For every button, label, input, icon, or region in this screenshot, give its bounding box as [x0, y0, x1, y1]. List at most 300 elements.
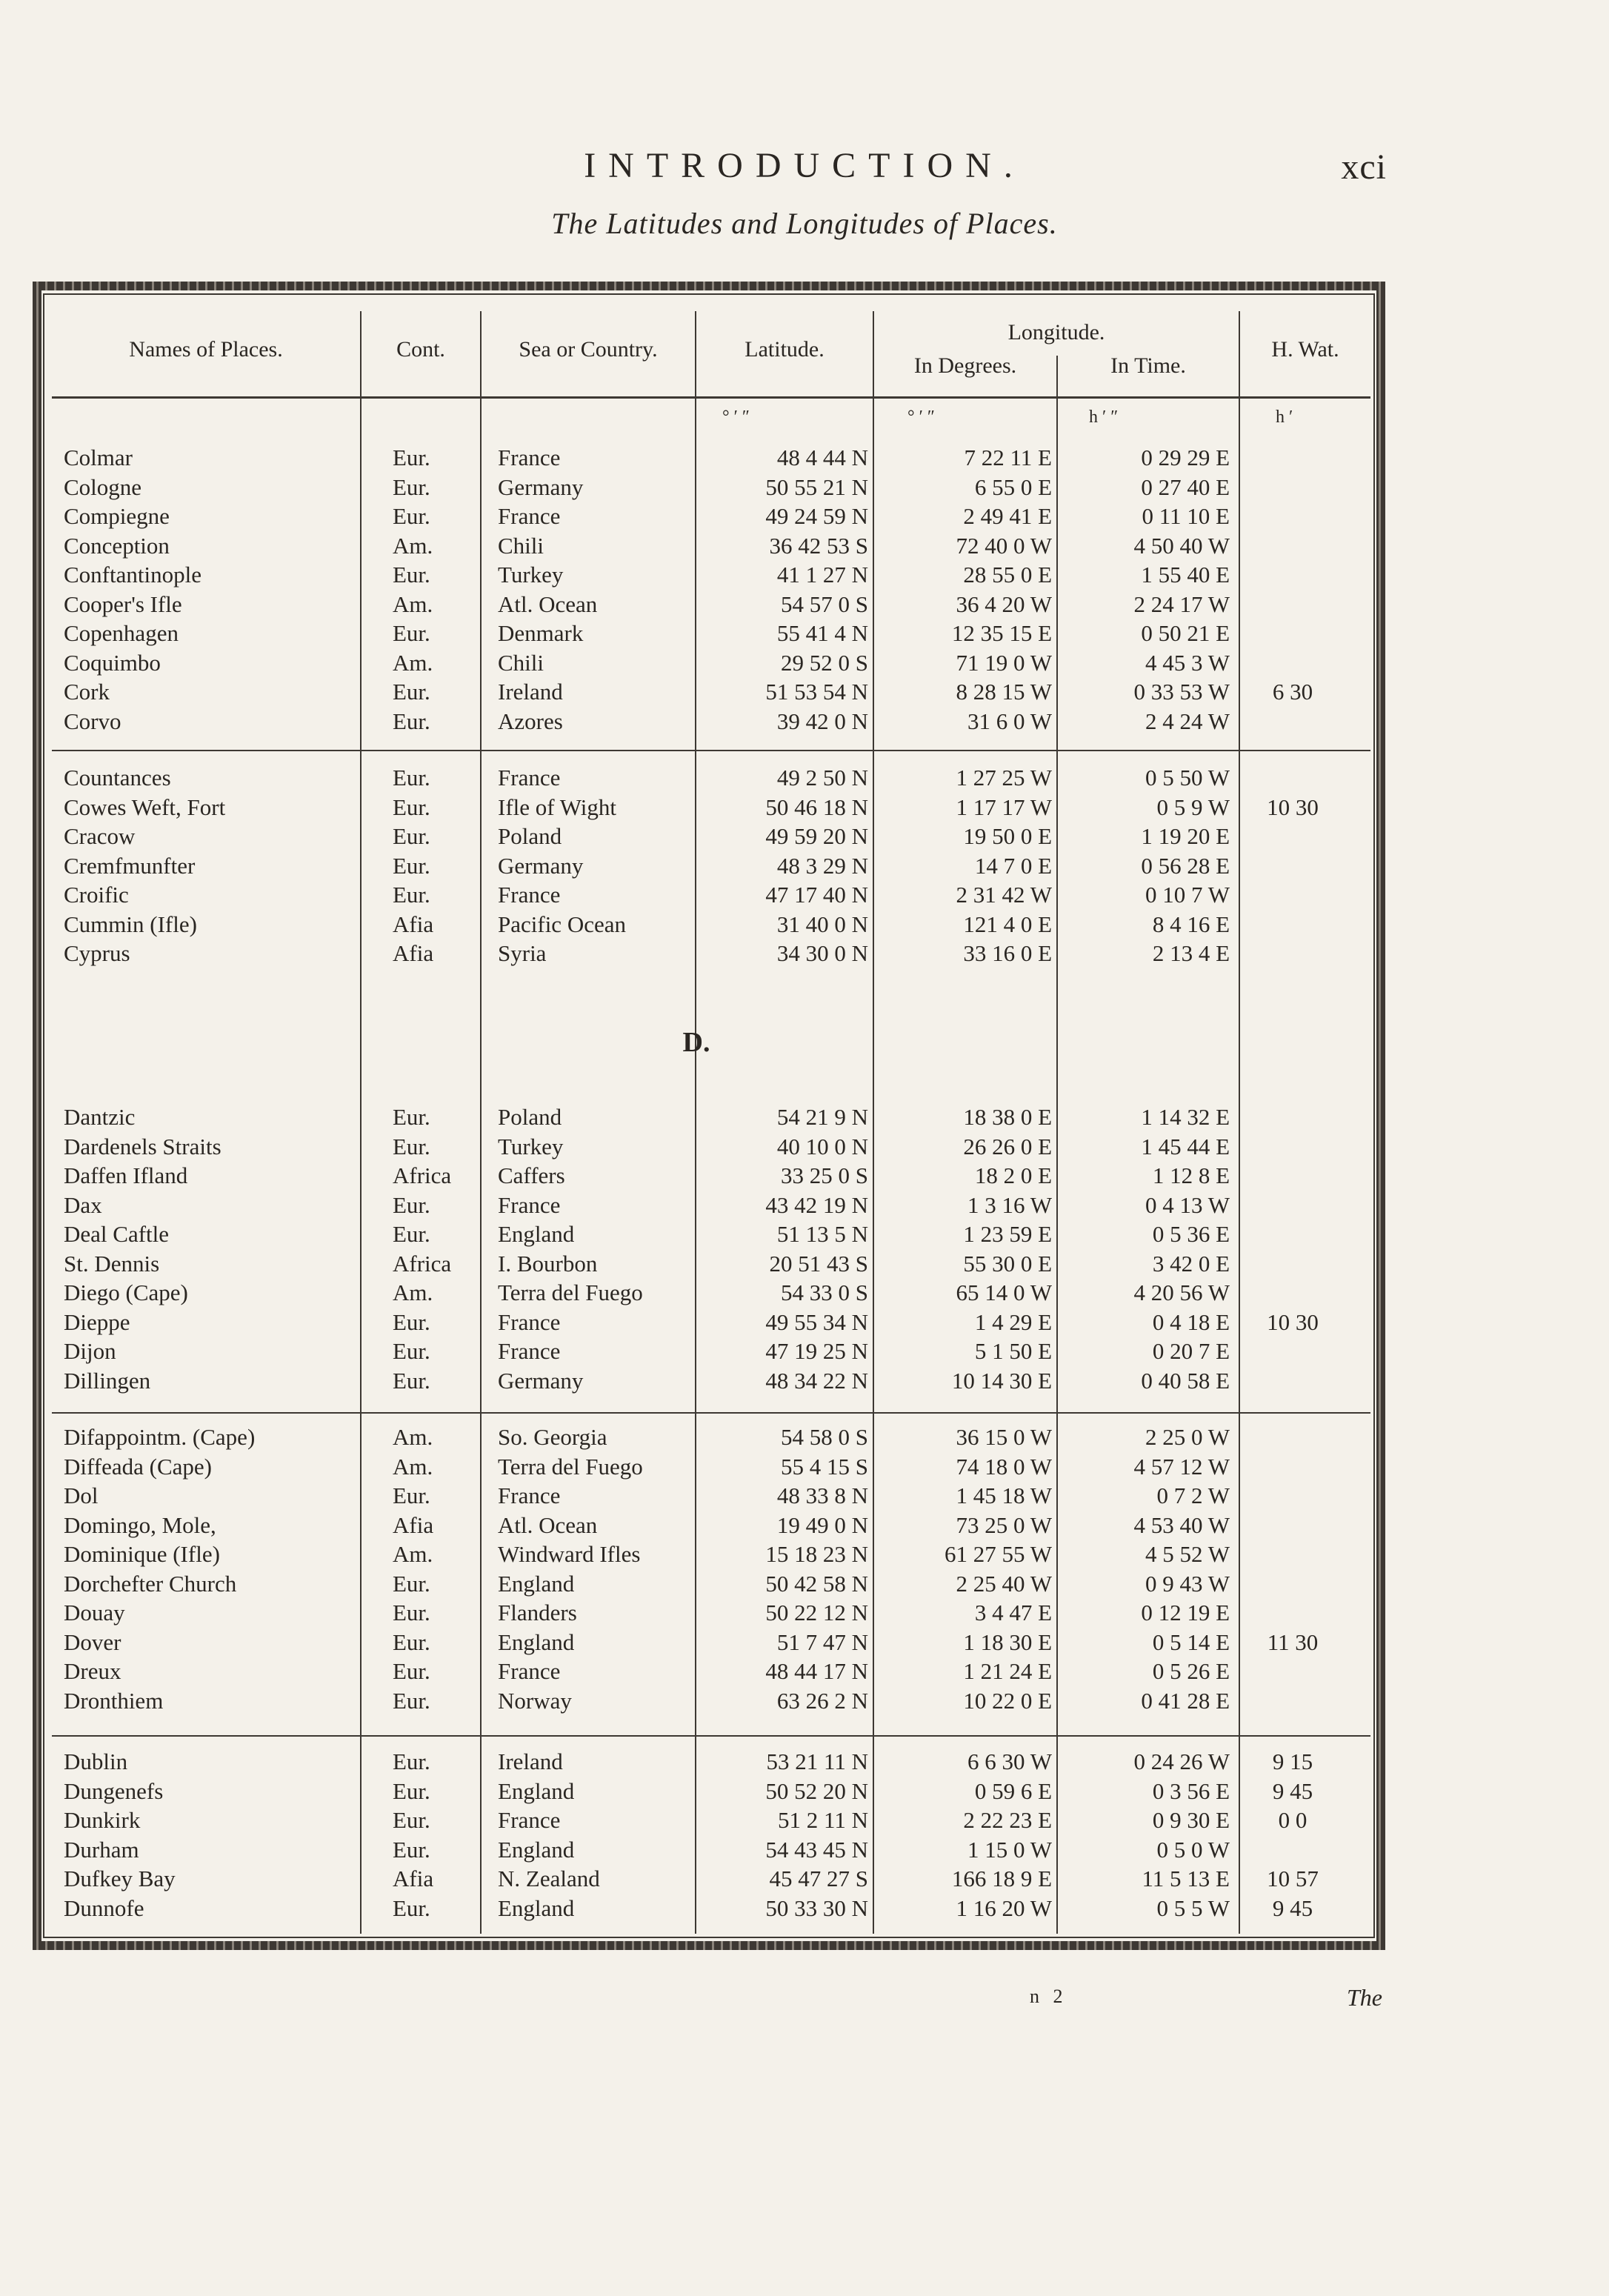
table-row [0, 1777, 1609, 1806]
cell-time: 0 9 43 W [1145, 1570, 1230, 1597]
cell-time: 2 13 4 E [1152, 940, 1230, 966]
cell-time: 1 14 32 E [1141, 1104, 1230, 1130]
cell-cont: Afia [393, 1866, 434, 1891]
table-row [0, 1161, 1609, 1191]
cell-name: Copenhagen [64, 620, 179, 646]
cell-name: Coquimbo [64, 649, 161, 676]
cell-name: Dronthiem [64, 1687, 164, 1714]
cell-hw: 9 45 [1272, 1777, 1313, 1804]
cell-name: Dieppe [64, 1308, 130, 1335]
cell-deg: 1 27 25 W [956, 765, 1052, 791]
table-row [0, 1628, 1609, 1657]
cell-lat: 54 57 0 S [781, 590, 868, 617]
cell-lat: 54 21 9 N [776, 1104, 868, 1130]
table-row [0, 763, 1609, 793]
table-row [0, 793, 1609, 822]
cell-time: 2 25 0 W [1145, 1424, 1230, 1450]
cell-name: Croific [64, 882, 129, 908]
table-row [0, 707, 1609, 736]
cell-cont: Africa [393, 1250, 452, 1277]
cell-sea: France [498, 1658, 561, 1684]
table-row [0, 1219, 1609, 1249]
cell-cont: Eur. [393, 1308, 430, 1335]
cell-cont: Eur. [393, 562, 430, 588]
cell-sea: Azores [498, 708, 563, 734]
cell-name: Cyprus [64, 940, 130, 966]
cell-hw: 10 57 [1267, 1866, 1319, 1891]
cell-name: Corvo [64, 708, 121, 734]
cell-lat: 50 55 21 N [765, 473, 868, 500]
cell-lat: 54 33 0 S [781, 1280, 868, 1305]
cell-time: 1 45 44 E [1141, 1133, 1230, 1159]
cell-lat: 51 53 54 N [765, 679, 868, 705]
cell-name: Dunkirk [64, 1807, 141, 1833]
cell-lat: 48 33 8 N [776, 1483, 868, 1508]
header-cont: Cont. [396, 337, 445, 362]
cell-lat: 29 52 0 S [781, 649, 868, 676]
header-rule [52, 396, 1370, 399]
cell-lat: 50 52 20 N [765, 1777, 868, 1804]
cell-sea: Chili [498, 649, 544, 676]
cell-lat: 48 3 29 N [776, 852, 868, 879]
cell-cont: Eur. [393, 1570, 430, 1597]
cell-deg: 5 1 50 E [974, 1338, 1052, 1364]
cell-lat: 48 4 44 N [776, 445, 868, 470]
cell-sea: Caffers [498, 1162, 565, 1188]
cell-time: 1 19 20 E [1141, 823, 1230, 849]
table-row [0, 939, 1609, 968]
cell-lat: 43 42 19 N [765, 1191, 868, 1218]
cell-sea: Pacific Ocean [498, 911, 626, 937]
cell-time: 0 29 29 E [1141, 445, 1230, 470]
cell-name: Domingo, Mole, [64, 1511, 216, 1538]
table-row [0, 619, 1609, 648]
cell-sea: England [498, 1628, 575, 1655]
cell-time: 0 41 28 E [1141, 1687, 1230, 1714]
cell-time: 0 50 21 E [1141, 620, 1230, 646]
cell-cont: Eur. [393, 1807, 430, 1833]
cell-hw: 11 30 [1267, 1628, 1319, 1655]
cell-lat: 40 10 0 N [776, 1133, 868, 1159]
cell-time: 0 5 5 W [1156, 1894, 1230, 1921]
cell-name: Dillingen [64, 1367, 151, 1394]
table-row [0, 910, 1609, 939]
cell-sea: England [498, 1570, 575, 1597]
cell-name: Cologne [64, 473, 142, 500]
cell-sea: France [498, 1191, 561, 1218]
table-row [0, 1686, 1609, 1716]
cell-deg: 7 22 11 E [964, 445, 1052, 470]
cell-sea: Germany [498, 1367, 584, 1394]
cell-deg: 14 7 0 E [974, 852, 1052, 879]
cell-lat: 45 47 27 S [769, 1866, 868, 1891]
cell-hw: 6 30 [1272, 679, 1313, 705]
cell-deg: 1 45 18 W [956, 1483, 1052, 1508]
cell-lat: 20 51 43 S [769, 1250, 868, 1277]
cell-name: Colmar [64, 445, 133, 470]
table-row [0, 1806, 1609, 1835]
cell-lat: 51 2 11 N [778, 1807, 868, 1833]
cell-deg: 1 16 20 W [956, 1894, 1052, 1921]
cell-sea: Poland [498, 1104, 562, 1130]
cell-deg: 36 4 20 W [956, 590, 1052, 617]
cell-sea: Syria [498, 940, 547, 966]
cell-deg: 65 14 0 W [956, 1280, 1052, 1305]
table-row [0, 1249, 1609, 1279]
cell-lat: 49 59 20 N [765, 823, 868, 849]
cell-time: 0 7 2 W [1156, 1483, 1230, 1508]
cell-sea: France [498, 1338, 561, 1364]
cell-time: 0 10 7 W [1145, 882, 1230, 908]
cell-deg: 0 59 6 E [974, 1777, 1052, 1804]
cell-name: Dol [64, 1483, 99, 1508]
cell-sea: France [498, 1483, 561, 1508]
cell-time: 0 5 9 W [1156, 793, 1230, 820]
cell-cont: Eur. [393, 679, 430, 705]
cell-deg: 1 17 17 W [956, 793, 1052, 820]
cell-sea: France [498, 1807, 561, 1833]
header-high-water: H. Wat. [1271, 337, 1339, 362]
cell-sea: Turkey [498, 1133, 564, 1159]
cell-name: Cummin (Ifle) [64, 911, 197, 937]
table-row [0, 1337, 1609, 1366]
unit-high-water: h ′ [1276, 407, 1293, 427]
cell-time: 0 11 10 E [1142, 503, 1230, 529]
cell-name: Cracow [64, 823, 136, 849]
cell-time: 0 33 53 W [1133, 679, 1230, 705]
table-row [0, 1835, 1609, 1865]
cell-cont: Am. [393, 1424, 433, 1450]
cell-cont: Am. [393, 1541, 433, 1567]
cell-cont: Eur. [393, 1777, 430, 1804]
cell-sea: England [498, 1777, 575, 1804]
cell-lat: 49 24 59 N [765, 503, 868, 529]
cell-sea: Ireland [498, 1748, 563, 1774]
cell-time: 0 3 56 E [1152, 1777, 1230, 1804]
cell-time: 0 5 0 W [1156, 1836, 1230, 1863]
cell-time: 0 4 18 E [1152, 1308, 1230, 1335]
cell-deg: 10 14 30 E [951, 1367, 1052, 1394]
cell-cont: Eur. [393, 823, 430, 849]
table-row [0, 648, 1609, 678]
cell-deg: 1 3 16 W [967, 1191, 1052, 1218]
cell-sea: Turkey [498, 562, 564, 588]
cell-deg: 12 35 15 E [951, 620, 1052, 646]
cell-deg: 1 4 29 E [974, 1308, 1052, 1335]
table-row [0, 1747, 1609, 1777]
table-row [0, 502, 1609, 531]
table-row [0, 1191, 1609, 1220]
table-title: The Latitudes and Longitudes of Places. [551, 207, 1058, 240]
cell-deg: 6 6 30 W [967, 1748, 1052, 1774]
table-row [0, 677, 1609, 707]
cell-lat: 48 44 17 N [765, 1658, 868, 1684]
cell-sea: So. Georgia [498, 1424, 607, 1450]
cell-sea: Ireland [498, 679, 563, 705]
cell-deg: 36 15 0 W [956, 1424, 1052, 1450]
cell-sea: Terra del Fuego [498, 1280, 643, 1305]
cell-name: Conftantinople [64, 562, 201, 588]
cell-time: 4 57 12 W [1133, 1453, 1230, 1480]
cell-time: 11 5 13 E [1142, 1866, 1230, 1891]
table-row [0, 1452, 1609, 1482]
cell-lat: 50 22 12 N [765, 1600, 868, 1625]
cell-sea: Windward Ifles [498, 1541, 641, 1567]
section-rule [52, 750, 1370, 751]
header-longitude: Longitude. [1007, 320, 1105, 345]
unit-degrees: ° ′ ″ [907, 407, 935, 427]
cell-time: 0 20 7 E [1152, 1338, 1230, 1364]
cell-time: 4 50 40 W [1133, 532, 1230, 559]
table-row [0, 880, 1609, 910]
cell-name: Countances [64, 765, 171, 791]
table-row [0, 851, 1609, 881]
cell-deg: 61 27 55 W [945, 1541, 1052, 1567]
cell-sea: France [498, 503, 561, 529]
cell-time: 3 42 0 E [1152, 1250, 1230, 1277]
cell-cont: Am. [393, 590, 433, 617]
cell-lat: 15 18 23 N [765, 1541, 868, 1567]
cell-name: St. Dennis [64, 1250, 160, 1277]
table-row [0, 1657, 1609, 1686]
cell-deg: 18 38 0 E [963, 1104, 1052, 1130]
cell-deg: 6 55 0 E [974, 473, 1052, 500]
cell-cont: Eur. [393, 1191, 430, 1218]
cell-cont: Eur. [393, 1894, 430, 1921]
cell-deg: 33 16 0 E [963, 940, 1052, 966]
table-row [0, 1366, 1609, 1396]
cell-time: 4 5 52 W [1145, 1541, 1230, 1567]
cell-sea: N. Zealand [498, 1866, 600, 1891]
cell-cont: Eur. [393, 708, 430, 734]
cell-lat: 49 55 34 N [765, 1308, 868, 1335]
cell-lat: 51 13 5 N [776, 1221, 868, 1247]
cell-sea: Atl. Ocean [498, 590, 598, 617]
cell-cont: Eur. [393, 852, 430, 879]
cell-name: Cooper's Ifle [64, 590, 182, 617]
catchword: The [1347, 1984, 1382, 2011]
cell-deg: 28 55 0 E [963, 562, 1052, 588]
table-row [0, 531, 1609, 561]
cell-time: 4 20 56 W [1133, 1280, 1230, 1305]
cell-cont: Eur. [393, 1658, 430, 1684]
cell-sea: Chili [498, 532, 544, 559]
cell-cont: Eur. [393, 1367, 430, 1394]
table-row [0, 590, 1609, 619]
cell-sea: Germany [498, 852, 584, 879]
cell-deg: 72 40 0 W [956, 532, 1052, 559]
cell-deg: 1 23 59 E [963, 1221, 1052, 1247]
cell-deg: 2 49 41 E [963, 503, 1052, 529]
cell-name: Dijon [64, 1338, 116, 1364]
cell-cont: Afia [393, 940, 434, 966]
cell-sea: I. Bourbon [498, 1250, 598, 1277]
table-row [0, 1894, 1609, 1923]
cell-name: Cowes Weft, Fort [64, 793, 226, 820]
cell-deg: 71 19 0 W [956, 649, 1052, 676]
cell-lat: 63 26 2 N [776, 1687, 868, 1714]
table-row [0, 1540, 1609, 1569]
cell-name: Dunnofe [64, 1894, 144, 1921]
table-row [0, 1422, 1609, 1452]
section-letter: D. [682, 1027, 710, 1058]
cell-lat: 39 42 0 N [776, 708, 868, 734]
cell-hw: 9 45 [1272, 1894, 1313, 1921]
cell-name: Dantzic [64, 1104, 136, 1130]
cell-cont: Eur. [393, 1748, 430, 1774]
header-in-degrees: In Degrees. [913, 353, 1017, 378]
cell-sea: France [498, 1308, 561, 1335]
table-row [0, 1569, 1609, 1599]
cell-time: 2 24 17 W [1133, 590, 1230, 617]
table-row [0, 1481, 1609, 1511]
running-head [0, 145, 1609, 197]
cell-name: Cork [64, 679, 110, 705]
cell-lat: 31 40 0 N [776, 911, 868, 937]
cell-deg: 2 22 23 E [963, 1807, 1052, 1833]
cell-name: Daffen Ifland [64, 1162, 188, 1188]
cell-lat: 33 25 0 S [781, 1162, 868, 1188]
cell-cont: Eur. [393, 1628, 430, 1655]
cell-name: Dungenefs [64, 1777, 164, 1804]
cell-deg: 8 28 15 W [956, 679, 1052, 705]
cell-cont: Eur. [393, 1836, 430, 1863]
cell-time: 0 27 40 E [1141, 473, 1230, 500]
cell-cont: Eur. [393, 1133, 430, 1159]
cell-name: Dover [64, 1628, 121, 1655]
table-row [0, 1511, 1609, 1540]
cell-deg: 26 26 0 E [963, 1133, 1052, 1159]
cell-sea: England [498, 1836, 575, 1863]
table-row [0, 1102, 1609, 1132]
cell-deg: 55 30 0 E [963, 1250, 1052, 1277]
cell-sea: France [498, 765, 561, 791]
cell-deg: 31 6 0 W [967, 708, 1052, 734]
cell-name: Dardenels Straits [64, 1133, 221, 1159]
cell-time: 0 4 13 W [1145, 1191, 1230, 1218]
cell-name: Cremfmunfter [64, 852, 196, 879]
header-in-time: In Time. [1110, 353, 1186, 378]
cell-sea: Germany [498, 473, 584, 500]
cell-lat: 53 21 11 N [766, 1748, 868, 1774]
header-names: Names of Places. [129, 337, 283, 362]
cell-time: 4 45 3 W [1145, 649, 1230, 676]
cell-deg: 1 15 0 W [967, 1836, 1052, 1863]
table-row [0, 1132, 1609, 1162]
signature-mark: n 2 [1030, 1986, 1067, 2007]
cell-time: 0 56 28 E [1141, 852, 1230, 879]
cell-time: 0 12 19 E [1141, 1600, 1230, 1625]
cell-name: Dublin [64, 1748, 128, 1774]
cell-deg: 18 2 0 E [974, 1162, 1052, 1188]
cell-deg: 74 18 0 W [956, 1453, 1052, 1480]
cell-deg: 2 31 42 W [956, 882, 1052, 908]
table-row [0, 443, 1609, 473]
cell-cont: Am. [393, 1280, 433, 1305]
cell-lat: 55 4 15 S [781, 1453, 868, 1480]
cell-deg: 121 4 0 E [963, 911, 1052, 937]
cell-time: 1 55 40 E [1141, 562, 1230, 588]
cell-cont: Eur. [393, 1600, 430, 1625]
cell-lat: 50 33 30 N [765, 1894, 868, 1921]
cell-cont: Am. [393, 532, 433, 559]
header-sea: Sea or Country. [519, 337, 658, 362]
cell-cont: Africa [393, 1162, 452, 1188]
table-row [0, 1598, 1609, 1628]
cell-lat: 50 42 58 N [765, 1570, 868, 1597]
cell-cont: Am. [393, 1453, 433, 1480]
cell-time: 1 12 8 E [1152, 1162, 1230, 1188]
cell-name: Dufkey Bay [64, 1866, 176, 1891]
cell-time: 0 24 26 W [1133, 1748, 1230, 1774]
cell-time: 0 5 14 E [1152, 1628, 1230, 1655]
cell-name: Conception [64, 532, 170, 559]
cell-deg: 2 25 40 W [956, 1570, 1052, 1597]
cell-cont: Eur. [393, 445, 430, 470]
cell-sea: Atl. Ocean [498, 1511, 598, 1538]
table-row [0, 822, 1609, 851]
cell-sea: Denmark [498, 620, 584, 646]
page-number: xci [1341, 147, 1387, 187]
cell-name: Durham [64, 1836, 139, 1863]
cell-lat: 47 19 25 N [765, 1338, 868, 1364]
cell-cont: Eur. [393, 503, 430, 529]
section-rule [52, 1412, 1370, 1414]
cell-hw: 10 30 [1267, 1308, 1319, 1335]
cell-lat: 47 17 40 N [765, 882, 868, 908]
cell-name: Dorchefter Church [64, 1570, 237, 1597]
cell-sea: France [498, 882, 561, 908]
cell-time: 0 5 50 W [1145, 765, 1230, 791]
cell-deg: 10 22 0 E [963, 1687, 1052, 1714]
cell-cont: Afia [393, 911, 434, 937]
running-title: INTRODUCTION. [584, 146, 1025, 185]
cell-cont: Am. [393, 649, 433, 676]
header-latitude: Latitude. [744, 337, 825, 362]
cell-sea: Poland [498, 823, 562, 849]
cell-name: Compiegne [64, 503, 170, 529]
cell-lat: 48 34 22 N [765, 1367, 868, 1394]
table-row [0, 1308, 1609, 1337]
cell-hw: 0 0 [1278, 1807, 1307, 1833]
cell-cont: Eur. [393, 1483, 430, 1508]
cell-name: Diego (Cape) [64, 1280, 188, 1305]
cell-deg: 19 50 0 E [963, 823, 1052, 849]
cell-sea: France [498, 445, 561, 470]
cell-cont: Eur. [393, 793, 430, 820]
cell-time: 0 9 30 E [1152, 1807, 1230, 1833]
cell-hw: 10 30 [1267, 793, 1319, 820]
cell-cont: Eur. [393, 1221, 430, 1247]
cell-name: Diffeada (Cape) [64, 1453, 212, 1480]
cell-deg: 3 4 47 E [974, 1600, 1052, 1625]
cell-time: 0 5 36 E [1152, 1221, 1230, 1247]
cell-cont: Eur. [393, 1338, 430, 1364]
cell-sea: Ifle of Wight [498, 793, 617, 820]
cell-lat: 41 1 27 N [776, 562, 868, 588]
cell-cont: Afia [393, 1511, 434, 1538]
unit-time: h ′ ″ [1089, 407, 1119, 427]
cell-time: 2 4 24 W [1145, 708, 1230, 734]
unit-latitude: ° ′ ″ [722, 407, 750, 427]
cell-cont: Eur. [393, 1104, 430, 1130]
cell-time: 8 4 16 E [1152, 911, 1230, 937]
cell-hw: 9 15 [1272, 1748, 1313, 1774]
cell-time: 4 53 40 W [1133, 1511, 1230, 1538]
cell-deg: 73 25 0 W [956, 1511, 1052, 1538]
cell-lat: 55 41 4 N [776, 620, 868, 646]
cell-name: Difappointm. (Cape) [64, 1424, 256, 1450]
